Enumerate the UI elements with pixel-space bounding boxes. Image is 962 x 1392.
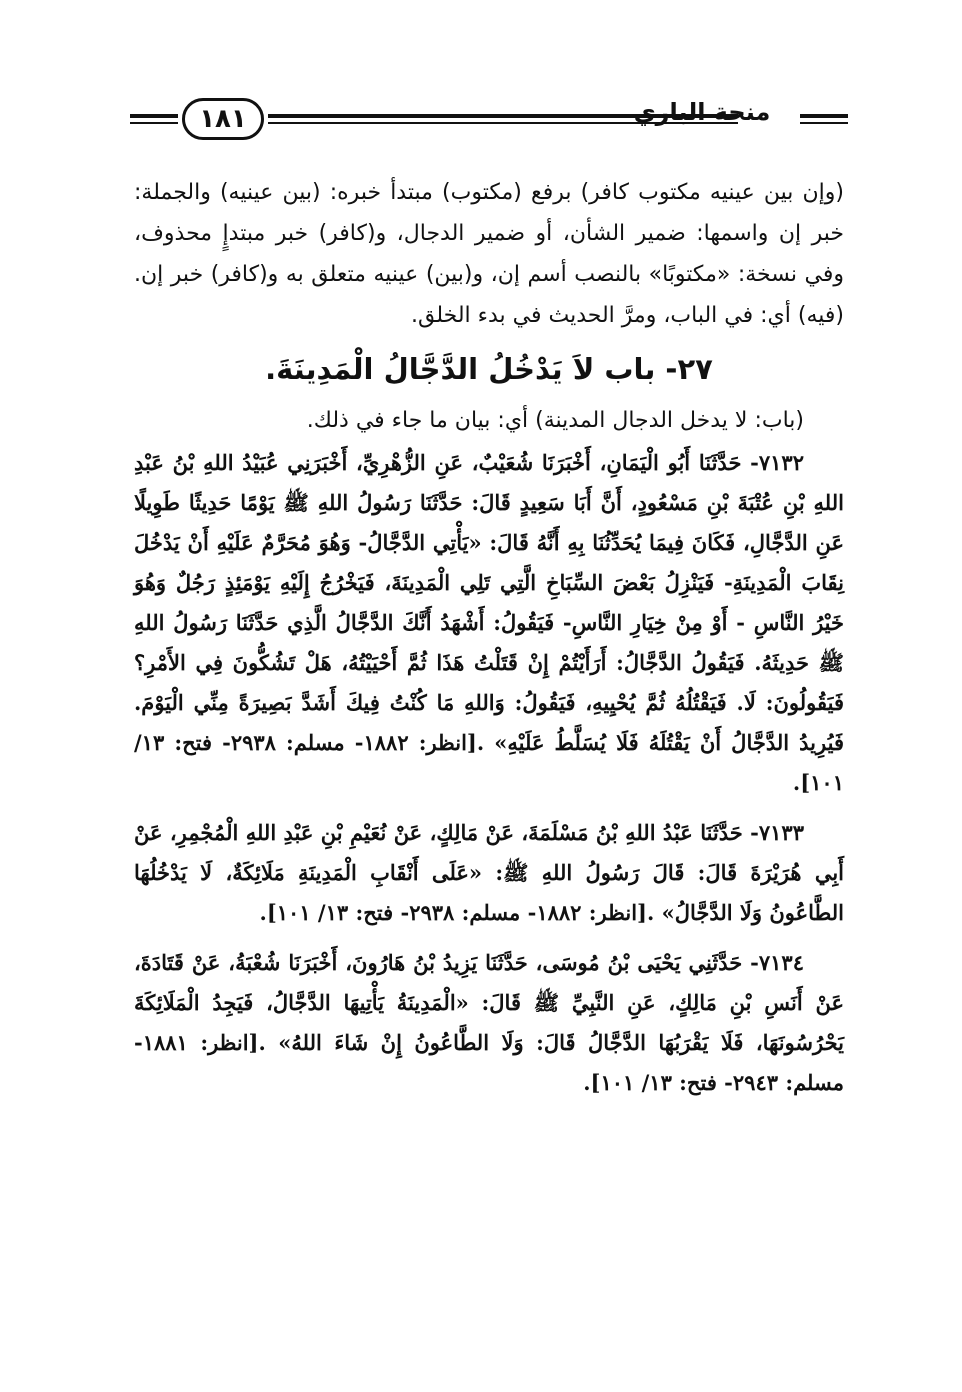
hadith-7132: ٧١٣٢- حَدَّثَنَا أَبُو الْيَمَانِ، أَخْبَرَنَا شُعَيْبٌ، عَنِ الزُّهْرِيِّ، أَخْبَرَنِي عُبَيْدُ اللهِ بْنُ عَبْدِ اللهِ بْنِ عُتْبَةَ بْنِ مَسْعُودٍ، أَنَّ أَبَا سَعِيدٍ قَالَ: حَدَّثَنَا رَسُولُ اللهِ ﷺ يَوْمًا حَدِيثًا طَوِيلًا عَنِ الدَّجَّالِ، فَكَانَ فِيمَا يُحَدِّثُنَا بِهِ أَنَّهُ قَالَ: «يَأْتِي الدَّجَّالُ- وَهُوَ مُحَرَّمٌ عَلَيْهِ أَنْ يَدْخُلَ نِقَابَ الْمَدِينَةِ- فَيَنْزِلُ بَعْضَ السِّبَاخِ الَّتِي تَلِي الْمَدِينَةَ، فَيَخْرُجُ إِلَيْهِ يَوْمَئِذٍ رَجُلٌ وَهُوَ خَيْرُ النَّاسِ - أَوْ مِنْ خِيَارِ النَّاسِ- فَيَقُولُ: أَشْهَدُ أَنَّكَ الدَّجَّالُ الَّذِي حَدَّثَنَا رَسُولُ اللهِ ﷺ حَدِيثَهُ. فَيَقُولُ الدَّجَّالُ: أَرَأَيْتُمْ إِنْ قَتَلْتُ هَذَا ثُمَّ أَحْيَيْتُهُ، هَلْ تَشُكُّونَ فِي الأَمْرِ؟ فَيَقُولُونَ: لَا. فَيَقْتُلُهُ ثُمَّ يُحْيِيهِ، فَيَقُولُ: وَاللهِ مَا كُنْتُ فِيكَ أَشَدَّ بَصِيرَةً مِنِّي الْيَوْمَ. فَيُرِيدُ الدَّجَّالُ أَنْ يَقْتُلَهُ فَلَا يُسَلَّطُ عَلَيْهِ» .[انظر: ١٨٨٢- مسلم: ٢٩٣٨- فتح: ١٣/ ١٠١]. bbox=[134, 450, 844, 795]
page-header bbox=[130, 92, 848, 148]
commentary-paragraph: (وإن بين عينيه مكتوب كافر) برفع (مكتوب) مبتدأ خبره: (بين عينيه) والجملة: خبر إن واسمها: ضمير الشأن، أو ضمير الدجال، و(كافر) خبر مبتدإٍ محذوف، وفي نسخة: «مكتوبًا» بالنصب أسم إن، و(بين) عينيه متعلق به و(كافر) خبر إن. (فيه) أي: في الباب، ومرَّ الحديث في بدء الخلق. bbox=[134, 180, 844, 328]
page-content bbox=[134, 172, 844, 1103]
header-rule-right bbox=[800, 112, 848, 128]
chapter-heading: ٢٧- باب لاَ يَدْخُلُ الدَّجَّالُ الْمَدِينَةَ. bbox=[265, 352, 713, 386]
page-number: ١٨١ bbox=[182, 98, 264, 140]
chapter-note: (باب: لا يدخل الدجال المدينة) أي: بيان ما جاء في ذلك. bbox=[306, 408, 804, 433]
hadith-7134: ٧١٣٤- حَدَّثَنِي يَحْيَى بْنُ مُوسَى، حَدَّثَنَا يَزِيدُ بْنُ هَارُونَ، أَخْبَرَنَا شُعْبَةُ، عَنْ قَتَادَةَ، عَنْ أَنَسِ بْنِ مَالِكٍ، عَنِ النَّبِيِّ ﷺ قَالَ: «الْمَدِينَةُ يَأْتِيهَا الدَّجَّالُ، فَيَجِدُ الْمَلَائِكَةَ يَحْرُسُونَهَا، فَلَا يَقْرَبُهَا الدَّجَّالُ قَالَ: وَلَا الطَّاعُونُ إِنْ شَاءَ اللهُ» .[انظر: ١٨٨١- مسلم: ٢٩٤٣- فتح: ١٣/ ١٠١]. bbox=[134, 950, 844, 1095]
hadith-7133: ٧١٣٣- حَدَّثَنَا عَبْدُ اللهِ بْنُ مَسْلَمَةَ، عَنْ مَالِكٍ، عَنْ نُعَيْمِ بْنِ عَبْدِ اللهِ الْمُجْمِرِ، عَنْ أَبِي هُرَيْرَةَ قَالَ: قَالَ رَسُولُ اللهِ ﷺ: «عَلَى أَنْقَابِ الْمَدِينَةِ مَلَائِكَةٌ، لَا يَدْخُلُهَا الطَّاعُونُ وَلَا الدَّجَّالُ» .[انظر: ١٨٨٢- مسلم: ٢٩٣٨- فتح: ١٣/ ١٠١]. bbox=[134, 820, 844, 925]
book-title: منحة الباري bbox=[633, 98, 771, 126]
header-rule-left bbox=[130, 112, 178, 128]
